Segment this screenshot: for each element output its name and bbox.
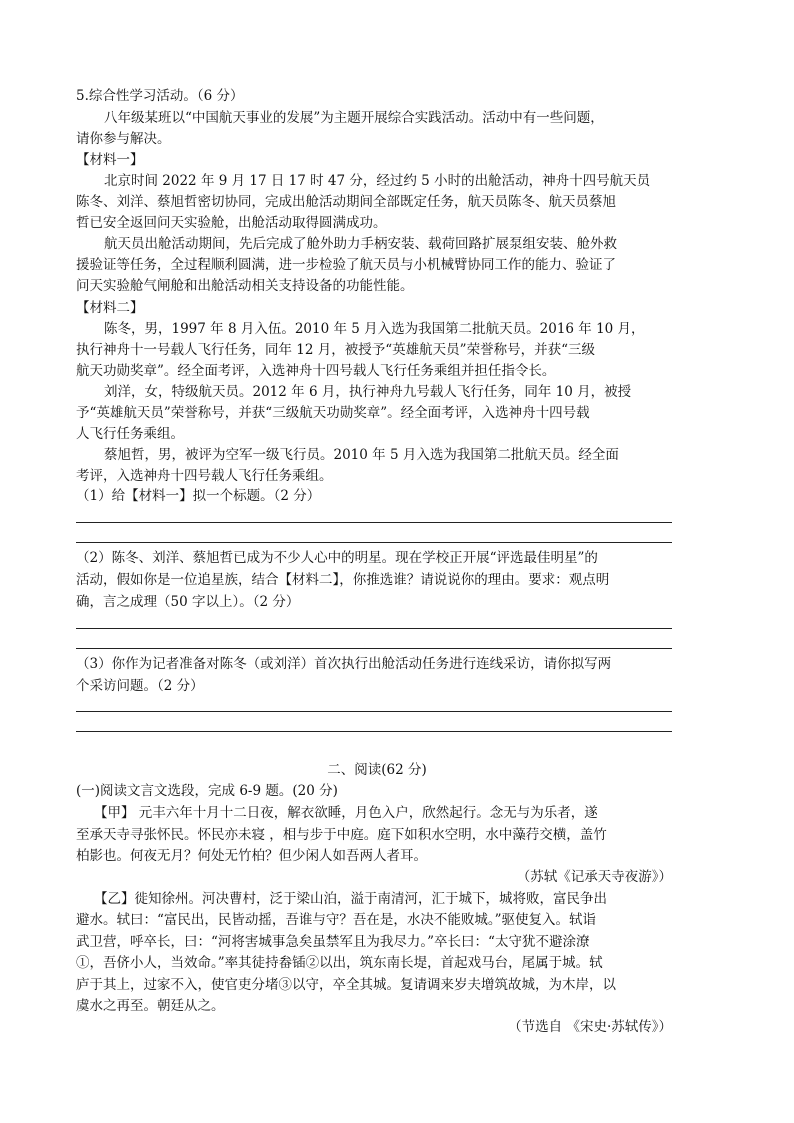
passage-yi-line-3: 武卫营，呼卒长，曰：“河将害城事急矣虽禁军且为我尽力。”卒长曰：“太守犹不避涂潦 — [76, 934, 590, 950]
material-1-p1-line-2: 陈冬、刘洋、蔡旭哲密切协同，完成出舱活动期间全部既定任务，航天员陈冬、航天员蔡旭 — [76, 194, 616, 210]
passage-yi-line-5: 庐于其上，过家不入，使官吏分堵③以守，卒全其城。复请调来岁夫增筑故城，为木岸，以 — [76, 977, 616, 993]
material-2-p1-line-1: 陈冬，男，1997 年 8 月入伍。2010 年 5 月入选为我国第二批航天员。2016 年 10 月， — [104, 321, 645, 337]
reading-part-1-heading: (一)阅读文言文选段，完成 6-9 题。(20 分) — [76, 783, 338, 799]
sub-question-3-line-2: 个采访问题。（2 分） — [76, 678, 204, 694]
sub-question-1: （1）给【材料一】拟一个标题。（2 分） — [76, 488, 321, 504]
passage-yi-line-1: 【乙】徙知徐州。河决曹村，泛于梁山泊，溢于南清河，汇于城下，城将败，富民争出 — [94, 891, 607, 907]
material-1-p1-line-1: 北京时间 2022 年 9 月 17 日 17 时 47 分，经过约 5 小时的出舱活动，神舟十四号航天员 — [104, 173, 651, 189]
material-2-p1-line-2: 执行神舟十一号载人飞行任务，同年 12 月，被授予“英雄航天员”荣誉称号，并获“三级 — [76, 342, 595, 358]
question-5-title: 5.综合性学习活动。（6 分） — [76, 88, 244, 104]
passage-yi-line-2: 避水。轼曰：“富民出，民皆动摇，吾谁与守？吾在是，水决不能败城。”驱使复入。轼诣 — [76, 912, 597, 928]
passage-jia-line-3: 柏影也。何夜无月？何处无竹柏？但少闲人如吾两人者耳。 — [76, 848, 427, 864]
sub-question-2-line-2: 活动，假如你是一位追星族，结合【材料二】，你推选谁？请说说你的理由。要求：观点明 — [76, 572, 610, 588]
intro-line-2: 请你参与解决。 — [76, 131, 171, 147]
sub-question-3-line-1: （3）你作为记者准备对陈冬（或刘洋）首次执行出舱活动任务进行连线采访，请你拟写两 — [76, 656, 612, 672]
material-1-label: 【材料一】 — [76, 152, 144, 168]
reading-section-title: 二、阅读(62 分) — [327, 762, 427, 778]
material-1-p2-line-2: 援验证等任务，全过程顺利圆满，进一步检验了航天员与小机械臂协同工作的能力、验证了 — [76, 257, 616, 273]
answer-line-1a[interactable] — [76, 522, 672, 523]
answer-line-2b[interactable] — [76, 648, 672, 649]
material-2-p2-line-1: 刘洋，女，特级航天员。2012 年 6 月，执行神舟九号载人飞行任务，同年 10 月，被授 — [104, 384, 632, 400]
material-1-p2-line-3: 问天实验舱气闸舱和出舱活动相关支持设备的功能性能。 — [76, 278, 414, 294]
passage-jia-line-1: 【甲】 元丰六年十月十二日夜，解衣欲睡，月色入户，欣然起行。念无与为乐者，遂 — [94, 805, 598, 821]
passage-yi-line-4: ①，吾侪小人，当效命。”率其徒持畚锸②以出，筑东南长堤，首起戏马台，尾属于城。轼 — [76, 955, 603, 971]
material-2-p2-line-3: 人飞行任务乘组。 — [76, 426, 184, 442]
material-1-p2-line-1: 航天员出舱活动期间，先后完成了舱外助力手柄安装、载荷回路扩展泵组安装、舱外救 — [104, 236, 617, 252]
material-2-p1-line-3: 航天功勋奖章”。经全面考评，入选神舟十四号载人飞行任务乘组并担任指令长。 — [76, 363, 556, 379]
answer-line-2a[interactable] — [76, 628, 672, 629]
answer-line-1b[interactable] — [76, 542, 672, 543]
passage-jia-source: （苏轼《记承天寺夜游》） — [516, 869, 672, 885]
answer-line-3b[interactable] — [76, 731, 672, 732]
passage-jia-line-2: 至承天寺寻张怀民。怀民亦未寝 ，相与步于中庭。庭下如积水空明，水中藻荇交横，盖竹 — [76, 827, 607, 843]
material-2-p3-line-1: 蔡旭哲，男，被评为空军一级飞行员。2010 年 5 月入选为我国第二批航天员。经全面 — [104, 447, 619, 463]
intro-line-1: 八年级某班以“中国航天事业的发展”为主题开展综合实践活动。活动中有一些问题， — [104, 110, 604, 126]
material-2-p2-line-2: 予“英雄航天员”荣誉称号，并获“三级航天功勋奖章”。经全面考评，入选神舟十四号载 — [76, 405, 590, 421]
passage-yi-line-6: 虞水之再至。朝廷从之。 — [76, 998, 225, 1014]
material-2-label: 【材料二】 — [76, 300, 144, 316]
material-1-p1-line-3: 哲已安全返回问天实验舱，出舱活动取得圆满成功。 — [76, 215, 387, 231]
sub-question-2-line-1: （2）陈冬、刘洋、蔡旭哲已成为不少人心中的明星。现在学校正开展“评选最佳明星”的 — [76, 550, 598, 566]
sub-question-2-line-3: 确，言之成理（50 字以上）。（2 分） — [76, 594, 300, 610]
passage-yi-source: （节选自 《宋史·苏轼传》） — [508, 1019, 672, 1035]
answer-line-3a[interactable] — [76, 711, 672, 712]
material-2-p3-line-2: 考评，入选神舟十四号载人飞行任务乘组。 — [76, 468, 333, 484]
